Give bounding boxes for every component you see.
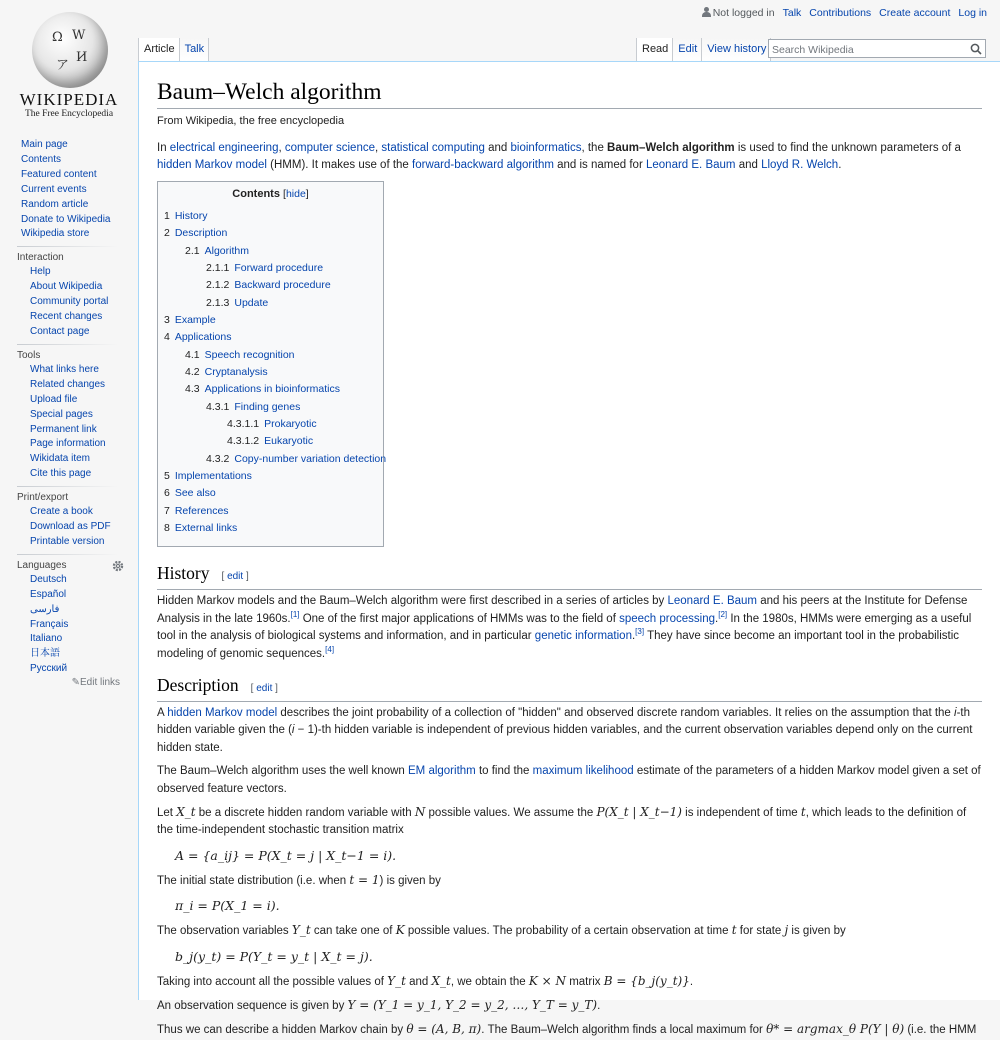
toc-entry[interactable]: [164, 347, 377, 364]
toc-entry-number: 7: [164, 504, 170, 517]
article-content: [138, 61, 1000, 1037]
sidebar-divider: [17, 246, 118, 247]
language-link-japanese[interactable]: 日本語: [30, 648, 60, 660]
toc-entry-number: 4.2: [185, 365, 200, 378]
toc-entry-link[interactable]: Prokaryotic: [264, 417, 317, 430]
text: In the 1980s, HMMs were emerging as a useful tool in the analysis of biological systems and information, and in particular: [157, 612, 972, 643]
math-inline: t: [731, 923, 737, 938]
globe-glyph: Ω: [52, 30, 63, 45]
sidebar-print-export: [0, 491, 138, 550]
history-paragraph: [157, 593, 982, 663]
tab-talk[interactable]: Talk: [179, 38, 210, 62]
toc-entry-number: 2.1.3: [206, 296, 230, 309]
toc-entry[interactable]: [164, 433, 377, 450]
text: Taking into account all the possible values of: [157, 975, 388, 988]
namespace-tabs: [138, 38, 209, 62]
toc-entry-link[interactable]: Forward procedure: [234, 261, 324, 274]
description-paragraph: [157, 922, 982, 940]
reference-link[interactable]: [1]: [290, 609, 300, 619]
math-inline: t = 1: [349, 872, 380, 887]
toc-entry[interactable]: [164, 329, 377, 346]
text: can take one of: [310, 925, 396, 938]
talk-link[interactable]: Talk: [782, 7, 802, 19]
section-heading-description: Description [ edit ]: [157, 673, 982, 702]
toc-entry-number: 4.3.2: [206, 452, 230, 465]
toc-entry[interactable]: [164, 295, 377, 312]
toc-entry[interactable]: [164, 364, 377, 381]
math-inline: K: [395, 923, 405, 938]
toc-entry-number: 6: [164, 487, 170, 500]
text: The Baum–Welch algorithm uses the well known: [157, 765, 408, 778]
text: and: [735, 159, 762, 172]
text: .: [597, 1000, 601, 1013]
sidebar-item-random-article[interactable]: Random article: [21, 198, 89, 210]
toc-entry-link[interactable]: Applications in bioinformatics: [204, 383, 341, 396]
language-link-russian[interactable]: Русский: [30, 663, 68, 675]
toc-entry-link[interactable]: Example: [174, 313, 216, 326]
toc-entry[interactable]: [164, 416, 377, 433]
text: is used to find the unknown parameters of a: [734, 142, 961, 154]
description-paragraph: [157, 997, 982, 1015]
toc-title: Contents: [232, 187, 280, 200]
math-variable: i: [954, 706, 957, 719]
link-hidden-markov-model[interactable]: hidden Markov model: [167, 706, 278, 719]
math-inline: j: [784, 923, 789, 938]
text: The initial state distribution (i.e. when: [157, 874, 350, 887]
toc-entry[interactable]: [164, 312, 377, 329]
wikipedia-logo[interactable]: [0, 0, 138, 128]
description-paragraph: [157, 705, 982, 757]
sidebar-item-printable-version[interactable]: Printable version: [30, 535, 105, 547]
reference-link[interactable]: [3]: [635, 627, 645, 637]
text: . The Baum–Welch algorithm finds a local maximum for: [481, 1024, 767, 1037]
language-link-deutsch[interactable]: Deutsch: [30, 573, 67, 585]
text: They have since become an important tool in the probabilistic modeling of genomic sequences.: [157, 630, 960, 660]
user-icon: [702, 7, 711, 17]
math-inline: P(X_t | X_t−1): [596, 805, 682, 819]
text: (HMM). It makes use of the: [266, 159, 413, 172]
tab-edit[interactable]: Edit: [672, 38, 701, 62]
toc-entry[interactable]: [164, 485, 377, 502]
sidebar-item-what-links-here[interactable]: What links here: [30, 363, 99, 375]
search-input[interactable]: [769, 42, 962, 58]
toc-entry-link[interactable]: Description: [174, 227, 228, 240]
reference-link[interactable]: [4]: [325, 644, 335, 654]
toc-entry-number: 4.3.1.2: [227, 435, 260, 448]
text: describes the joint probability of a collection of "hidden" and observed discrete random variables. It relies on the assumption that the: [277, 706, 955, 719]
text: Hidden Markov models and the Baum–Welch algorithm were first described in a series of articles by: [157, 595, 668, 608]
sidebar-interaction: [0, 251, 138, 340]
page-title: Baum–Welch algorithm: [157, 76, 982, 109]
view-tabs: [636, 38, 771, 62]
log-in-link[interactable]: Log in: [958, 7, 987, 19]
math-display: b_j(y_t) = P(Y_t = y_t | X_t = j).: [175, 948, 373, 964]
toc-entry-link[interactable]: Implementations: [174, 469, 252, 482]
text: A: [157, 706, 168, 719]
text: and his peers at the Institute for Defense Analysis in the late 1960s.: [157, 595, 968, 625]
sidebar-languages: [0, 559, 138, 688]
toc-entry-number: 4.3.1: [206, 400, 230, 413]
toc-entry-number: 2.1: [185, 244, 200, 257]
sidebar-item-main-page[interactable]: Main page: [21, 139, 68, 150]
math-inline: θ = (A, B, π): [406, 1022, 482, 1037]
edit-links[interactable]: [0, 677, 138, 688]
math-variable: i: [291, 724, 295, 737]
toc-entry-number: 4: [164, 331, 170, 344]
toc-entry-link[interactable]: Backward procedure: [234, 279, 331, 292]
edit-section-link[interactable]: edit: [227, 571, 244, 583]
text: , we obtain the: [450, 975, 529, 988]
text: and: [484, 142, 511, 154]
math-inline: X_t: [431, 973, 451, 988]
description-paragraph: [157, 973, 982, 991]
toc-entry-number: 2.1.2: [206, 279, 230, 292]
toc-entry-link[interactable]: Finding genes: [234, 400, 301, 413]
math-display: π_i = P(X_1 = i).: [175, 898, 280, 914]
language-link-farsi[interactable]: فارسی: [30, 603, 60, 615]
description-paragraph: [157, 763, 982, 798]
toc-entry[interactable]: [164, 468, 377, 485]
sidebar-divider: [17, 344, 118, 345]
contributions-link[interactable]: Contributions: [809, 7, 872, 19]
toc-entry[interactable]: [164, 520, 377, 537]
text: (i.e. the HMM: [904, 1024, 977, 1037]
sidebar-item-donate[interactable]: Donate to Wikipedia: [21, 213, 111, 225]
text: and is named for: [553, 159, 646, 172]
text: , which leads to the definition of the time-independent stochastic transition matrix: [157, 807, 967, 837]
toc-entry-link[interactable]: Algorithm: [204, 244, 249, 257]
link-computer-science[interactable]: computer science: [284, 142, 375, 154]
globe-glyph: ア: [56, 58, 70, 73]
toc-entry[interactable]: [164, 399, 377, 416]
toc-entry[interactable]: [164, 260, 377, 277]
text: One of the first major applications of HMMs was to the field of: [299, 612, 620, 625]
math-inline: N: [414, 805, 426, 819]
sidebar-item-special-pages[interactable]: Special pages: [30, 408, 93, 420]
sidebar-tools: [0, 349, 138, 482]
toc-entry-number: 4.3.1.1: [227, 417, 260, 430]
text: .: [631, 630, 636, 643]
section-title: History: [157, 563, 210, 584]
toc-entry[interactable]: [164, 243, 377, 260]
link-electrical-engineering[interactable]: electrical engineering: [169, 142, 279, 154]
language-link-francais[interactable]: Français: [30, 618, 69, 630]
toc-entry-link[interactable]: Update: [234, 296, 269, 309]
tab-view-history[interactable]: View history: [701, 38, 771, 62]
toc-entry-link[interactable]: Applications: [174, 331, 232, 344]
text: for state: [736, 925, 785, 938]
text: -th hidden variable given the (: [157, 706, 970, 737]
toc-entry[interactable]: [164, 225, 377, 242]
math-inline: K × N: [528, 973, 566, 988]
personal-tools: [702, 7, 987, 19]
search-box: [768, 39, 986, 58]
text: − 1)-th hidden variable is independent of previous hidden variables, and the current observation variables depend only on the current hidden state.: [157, 724, 973, 754]
text: In: [157, 142, 170, 154]
toc-entry-link[interactable]: Cryptanalysis: [204, 365, 268, 378]
math-inline: Y = (Y_1 = y_1, Y_2 = y_2, …, Y_T = y_T): [347, 998, 598, 1013]
description-paragraph: [157, 1021, 982, 1039]
text: to find the: [475, 765, 533, 778]
sidebar-heading-interaction: Interaction: [17, 252, 64, 264]
sidebar-divider: [17, 554, 118, 555]
text: matrix: [566, 975, 604, 988]
link-statistical-computing[interactable]: statistical computing: [381, 142, 485, 154]
text: estimate of the parameters of a hidden Markov model given a set of observed feature vectors.: [157, 765, 981, 795]
text: possible values. We assume the: [425, 807, 597, 819]
sidebar-item-featured-content[interactable]: Featured content: [21, 168, 97, 180]
math-inline: B = {b_j(y_t)}: [603, 973, 690, 988]
search-icon[interactable]: [970, 43, 982, 55]
sidebar-heading-languages: Languages: [17, 559, 67, 571]
table-of-contents: [157, 181, 387, 548]
description-paragraph: [157, 872, 982, 890]
section-title: Description: [157, 674, 239, 695]
sidebar-heading-tools: Tools: [17, 349, 41, 361]
toc-entry-link[interactable]: External links: [174, 522, 238, 534]
toc-entry-link[interactable]: See also: [174, 487, 216, 500]
toc-entry-number: 1: [164, 209, 170, 222]
toc-entry-number: 3: [164, 313, 170, 326]
sidebar-item-cite-this-page[interactable]: Cite this page: [30, 468, 92, 480]
toc-entry-number: 4.1: [185, 348, 200, 361]
toc-entry-number: 4.3: [185, 383, 200, 396]
text: .: [689, 975, 694, 988]
language-link-espanol[interactable]: Español: [30, 588, 67, 600]
toc-entry-link[interactable]: Eukaryotic: [264, 435, 314, 448]
toc-entry[interactable]: [164, 208, 377, 225]
toc-entry[interactable]: [164, 503, 377, 520]
text: be a discrete hidden random variable with: [195, 807, 415, 819]
edit-section-link[interactable]: edit: [256, 682, 273, 694]
sidebar-item-contents[interactable]: Contents: [21, 153, 62, 165]
math-inline: t: [800, 805, 806, 819]
math-inline: Y_t: [387, 973, 406, 988]
toc-entry[interactable]: [164, 277, 377, 294]
text: ,: [278, 142, 285, 154]
sidebar-item-contact-page[interactable]: Contact page: [30, 325, 90, 337]
math-inline: θ* = argmax_θ P(Y | θ): [766, 1022, 905, 1037]
link-genetic-information[interactable]: genetic information: [534, 630, 632, 643]
toc-list: [164, 208, 387, 538]
text: An observation sequence is given by: [157, 1000, 348, 1013]
text: Let: [157, 807, 177, 819]
toc-entry-link[interactable]: Copy-number variation detection: [234, 452, 387, 465]
sidebar-item-current-events[interactable]: Current events: [21, 183, 87, 195]
toc-entry-number: 2.1.1: [206, 261, 230, 274]
link-em-algorithm[interactable]: EM algorithm: [408, 765, 476, 778]
sidebar-divider: [17, 486, 118, 487]
edit-links-label: Edit links: [79, 677, 120, 689]
math-display: A = {a_ij} = P(X_t = j | X_t−1 = i).: [175, 847, 397, 863]
toc-entry-number: 5: [164, 469, 170, 482]
sidebar-item-permanent-link[interactable]: Permanent link: [30, 423, 97, 435]
toc-entry[interactable]: [164, 451, 387, 468]
pencil-icon: ✎: [71, 677, 80, 689]
text: ,: [375, 142, 382, 154]
toc-entry-link[interactable]: History: [174, 209, 208, 222]
sidebar-navigation: [0, 138, 138, 242]
text: ) is given by: [379, 874, 441, 887]
toc-header: Contents [hide]: [232, 187, 309, 200]
toc-entry[interactable]: [164, 381, 377, 398]
tab-article[interactable]: Article: [138, 38, 179, 62]
text: is given by: [788, 925, 846, 938]
sidebar: [0, 138, 138, 688]
toc-entry-number: 2: [164, 227, 170, 240]
toc-entry-link[interactable]: Speech recognition: [204, 348, 295, 361]
logo-tagline: The Free Encyclopedia: [24, 109, 114, 119]
logo-wordmark: WIKIPEDIA: [19, 90, 119, 109]
sidebar-item-about[interactable]: About Wikipedia: [30, 281, 103, 293]
toc-entry-number: 8: [164, 522, 170, 534]
sidebar-heading-print-export: Print/export: [17, 492, 69, 504]
language-link-italiano[interactable]: Italiano: [30, 633, 63, 645]
globe-glyph: И: [76, 50, 88, 65]
link-forward-backward-algorithm[interactable]: forward-backward algorithm: [412, 159, 554, 172]
create-account-link[interactable]: Create account: [879, 7, 951, 19]
site-subtitle: From Wikipedia, the free encyclopedia: [157, 115, 345, 127]
link-bioinformatics[interactable]: bioinformatics: [510, 142, 582, 154]
not-logged-in-status: [702, 7, 775, 19]
text: The observation variables: [157, 925, 292, 938]
not-logged-in-label: Not logged in: [712, 7, 775, 19]
sidebar-item-related-changes[interactable]: Related changes: [30, 378, 106, 390]
math-inline: X_t: [176, 805, 196, 819]
sidebar-item-download-pdf[interactable]: Download as PDF: [30, 521, 111, 533]
sidebar-item-create-book[interactable]: Create a book: [30, 506, 93, 518]
toc-hide-link[interactable]: hide: [285, 187, 306, 200]
sidebar-item-community-portal[interactable]: Community portal: [30, 296, 109, 308]
intro-paragraph: [157, 140, 982, 175]
gear-icon[interactable]: [112, 560, 124, 572]
sidebar-item-store[interactable]: Wikipedia store: [21, 228, 90, 240]
text: and: [405, 975, 432, 988]
globe-glyph: W: [72, 28, 86, 43]
text: .: [715, 612, 719, 625]
sidebar-item-page-information[interactable]: Page information: [30, 438, 106, 450]
toc-entry-link[interactable]: References: [174, 504, 229, 517]
tab-read[interactable]: Read: [636, 38, 672, 62]
text: possible values. The probability of a certain observation at time: [404, 925, 732, 938]
sidebar-item-help[interactable]: Help: [30, 266, 51, 278]
text: , the: [581, 142, 608, 154]
link-speech-processing[interactable]: speech processing: [619, 612, 716, 625]
link-leonard-baum[interactable]: Leonard E. Baum: [667, 595, 758, 608]
text: .: [838, 159, 842, 172]
article-subject: Baum–Welch algorithm: [607, 142, 735, 154]
description-paragraph: [157, 804, 982, 840]
link-leonard-baum[interactable]: Leonard E. Baum: [645, 159, 736, 172]
sidebar-item-recent-changes[interactable]: Recent changes: [30, 311, 103, 323]
link-maximum-likelihood[interactable]: maximum likelihood: [532, 765, 634, 778]
math-inline: Y_t: [291, 923, 311, 938]
reference-link[interactable]: [2]: [718, 609, 728, 619]
puzzle-globe-icon: [32, 12, 108, 88]
link-hidden-markov-model[interactable]: hidden Markov model: [157, 159, 267, 172]
sidebar-item-wikidata-item[interactable]: Wikidata item: [30, 453, 91, 465]
sidebar-item-upload-file[interactable]: Upload file: [30, 393, 78, 405]
text: is independent of time: [681, 807, 801, 819]
link-lloyd-welch[interactable]: Lloyd R. Welch: [761, 159, 839, 172]
text: Thus we can describe a hidden Markov chain by: [157, 1024, 407, 1037]
section-heading-history: History [ edit ]: [157, 561, 982, 590]
